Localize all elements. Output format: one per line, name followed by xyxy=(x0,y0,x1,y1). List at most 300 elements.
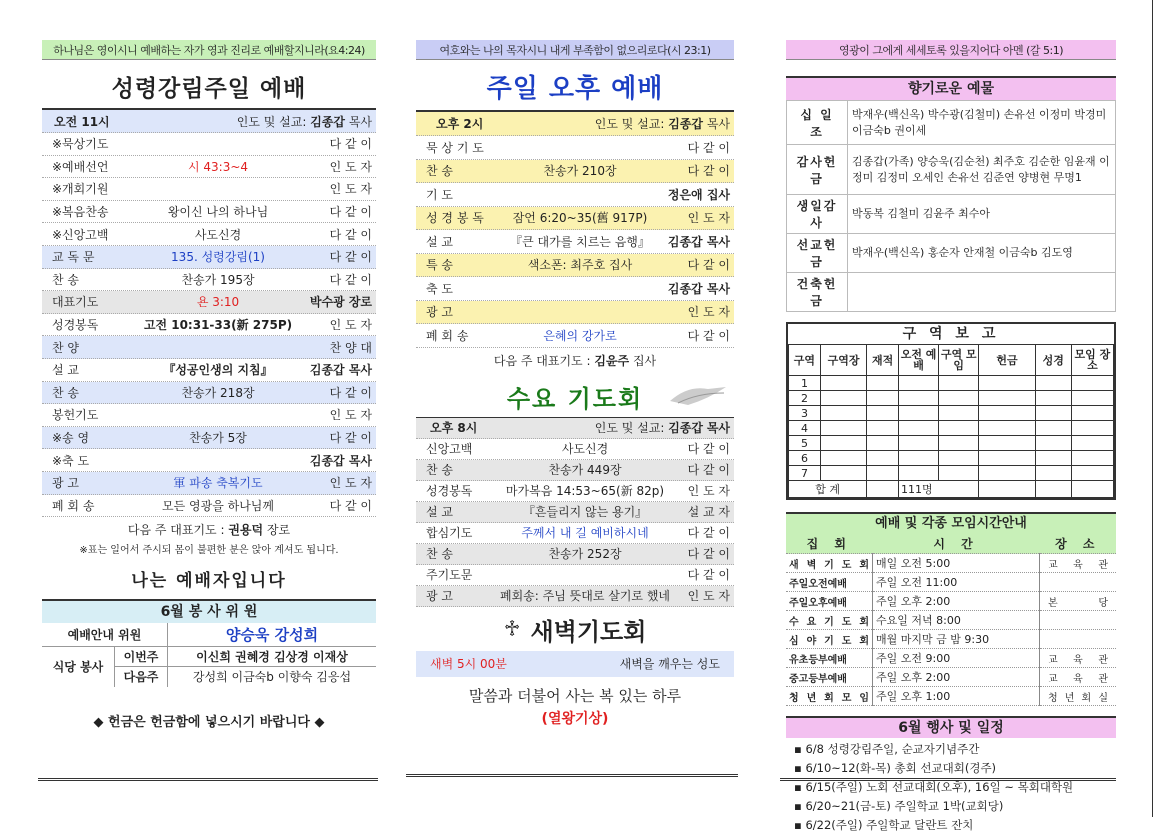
order-row xyxy=(416,544,734,565)
area-number: 7 xyxy=(789,466,821,481)
area-cell xyxy=(979,466,1036,481)
page-edge xyxy=(1152,0,1153,817)
schedule-row xyxy=(786,668,1116,687)
order-item: 특 송 xyxy=(426,258,453,273)
verse-banner: 영광이 그에게 세세토록 있을지어다 아멘 (갈 5:1) xyxy=(786,40,1116,60)
order-item: 신앙고백 xyxy=(426,442,473,456)
schedule-time: 주일 오전 9:00 xyxy=(873,649,1040,668)
schedule-meeting: 주일오후예배 xyxy=(786,592,873,611)
order-person: 인 도 자 xyxy=(687,211,730,226)
order-person: 다 같 이 xyxy=(329,498,372,513)
order-item: ※개회기원 xyxy=(52,182,109,197)
verse-banner: 여호와는 나의 목자시니 내게 부족함이 없으리로다(시 23:1) xyxy=(416,40,734,60)
column-morning-service xyxy=(42,40,376,730)
area-cell xyxy=(979,391,1036,406)
area-cell xyxy=(820,436,866,451)
order-content: 폐회송: 주님 뜻대로 살기로 했네 xyxy=(500,589,670,603)
order-person: 인 도 자 xyxy=(687,589,730,603)
order-row xyxy=(416,586,734,607)
area-cell xyxy=(1035,466,1071,481)
area-cell xyxy=(1035,421,1071,436)
order-row xyxy=(416,136,734,160)
schedule-meeting: 유초등부예배 xyxy=(786,649,873,668)
order-item: 설 교 xyxy=(426,234,453,249)
area-cell xyxy=(1035,391,1071,406)
order-person: 다 같 이 xyxy=(687,442,730,456)
offering-names: 박재우(백신옥) 박수광(김철미) 손유선 이정미 박경미 이금숙b 권이세 xyxy=(848,101,1116,145)
order-item: ※묵상기도 xyxy=(52,137,109,152)
order-item: 찬 송 xyxy=(426,164,453,179)
service-committee-title: 6월 봉 사 위 원 xyxy=(42,601,376,623)
order-row xyxy=(42,291,376,314)
area-header-row xyxy=(789,345,1114,376)
order-person: 다 같 이 xyxy=(687,547,730,561)
event-item: ▪ 6/20~21(금-토) 주일학교 1박(교회당) xyxy=(794,799,1004,813)
order-row xyxy=(42,246,376,269)
order-content: 색소폰: 최주호 집사 xyxy=(527,258,633,273)
area-header-cell: 구역장 xyxy=(820,345,866,376)
offering-row xyxy=(787,273,1116,312)
order-item: 대표기도 xyxy=(52,295,99,310)
area-total-row xyxy=(789,481,1114,498)
area-cell xyxy=(820,376,866,391)
area-cell xyxy=(899,466,939,481)
afternoon-order xyxy=(416,136,734,348)
order-content: 사도신경 xyxy=(194,227,242,242)
area-number: 6 xyxy=(789,451,821,466)
order-row xyxy=(416,565,734,586)
area-cell xyxy=(899,436,939,451)
area-cell xyxy=(979,421,1036,436)
order-content: 135. 성령강림(1) xyxy=(171,250,265,265)
service-header: 오전 11시 인도 및 설교: 김종갑 목사 xyxy=(42,110,376,133)
schedule-meeting: 청 년 회 모 임 xyxy=(786,687,873,706)
area-cell xyxy=(1071,376,1113,391)
schedule-row xyxy=(786,630,1116,649)
order-person: 인 도 자 xyxy=(329,182,372,197)
order-item: ※축 도 xyxy=(52,453,90,468)
area-cell xyxy=(939,436,979,451)
order-content: 찬송가 210장 xyxy=(543,164,617,179)
order-content: 고전 10:31-33(新 275P) xyxy=(143,318,293,333)
area-header-cell: 구역 모임 xyxy=(939,345,979,376)
schedule-row xyxy=(786,687,1116,706)
order-person: 김종갑 목사 xyxy=(667,281,730,296)
area-number: 3 xyxy=(789,406,821,421)
order-content: 욘 3:10 xyxy=(196,295,240,310)
order-of-worship xyxy=(42,133,376,517)
schedule-time: 매일 오전 5:00 xyxy=(873,554,1040,573)
area-total-value: 111명 xyxy=(899,481,979,498)
area-cell xyxy=(939,391,979,406)
area-cell xyxy=(979,376,1036,391)
area-cell xyxy=(979,451,1036,466)
area-row xyxy=(789,436,1114,451)
order-row xyxy=(42,178,376,201)
area-cell xyxy=(1035,436,1071,451)
standing-note: ※표는 일어서 주시되 몸이 불편한 분은 앉아 계셔도 됩니다. xyxy=(79,545,339,557)
order-item: 광 고 xyxy=(426,589,453,603)
order-row xyxy=(42,359,376,382)
wednesday-order xyxy=(416,439,734,607)
order-item: 찬 송 xyxy=(52,272,79,287)
order-row xyxy=(42,495,376,518)
order-person: 인 도 자 xyxy=(329,318,372,333)
order-person: 인 도 자 xyxy=(687,484,730,498)
area-header-cell: 헌금 xyxy=(979,345,1036,376)
area-cell xyxy=(867,451,899,466)
bottom-rule xyxy=(406,774,738,777)
area-cell xyxy=(867,376,899,391)
event-item: ▪ 6/8 성령강림주일, 순교자기념주간 xyxy=(794,742,980,756)
area-cell xyxy=(1071,421,1113,436)
order-content: 찬송가 449장 xyxy=(548,463,622,477)
praying-hands-icon xyxy=(668,381,728,409)
order-person: 다 같 이 xyxy=(687,328,730,343)
area-report xyxy=(786,322,1116,500)
order-content: 軍 파송 축복기도 xyxy=(173,476,263,491)
order-row xyxy=(42,427,376,450)
order-person: 인 도 자 xyxy=(329,159,372,174)
order-row xyxy=(42,404,376,427)
order-row xyxy=(416,439,734,460)
dawn-book: (열왕기상) xyxy=(541,710,609,727)
order-row xyxy=(42,156,376,179)
area-cell xyxy=(867,421,899,436)
order-person: 다 같 이 xyxy=(687,164,730,179)
order-item: 합심기도 xyxy=(426,526,473,540)
schedule-row xyxy=(786,554,1116,573)
area-total-label: 합 계 xyxy=(789,481,867,498)
area-header-cell: 재적 xyxy=(867,345,899,376)
order-item: 성경봉독 xyxy=(426,484,473,498)
order-row xyxy=(416,481,734,502)
order-item: 설 교 xyxy=(52,363,79,378)
order-person: 김종갑 목사 xyxy=(667,234,730,249)
order-row xyxy=(416,160,734,184)
order-row xyxy=(416,523,734,544)
order-row xyxy=(416,324,734,348)
offering-names: 김종갑(가족) 양승욱(김순천) 최주호 김순한 임윤재 이정미 김정미 오세인 손유선 김준연 양병현 무명1 xyxy=(848,145,1116,195)
order-row xyxy=(42,449,376,472)
slogan: 나는 예배자입니다 xyxy=(131,571,287,592)
order-item: 성 경 봉 독 xyxy=(426,211,484,226)
schedule-place: 교 육 관 xyxy=(1040,649,1117,668)
order-row xyxy=(416,277,734,301)
order-person: 다 같 이 xyxy=(329,272,372,287)
area-cell xyxy=(899,451,939,466)
schedule-time: 주일 오전 11:00 xyxy=(873,573,1040,592)
offering-row xyxy=(787,101,1116,145)
afternoon-next-leader: 다음 주 대표기도 : 김윤주 집사 xyxy=(493,353,657,368)
order-item: 광 고 xyxy=(52,476,79,491)
area-row xyxy=(789,421,1114,436)
schedule-row xyxy=(786,592,1116,611)
area-number: 2 xyxy=(789,391,821,406)
area-cell xyxy=(867,481,899,498)
offering-names: 박재우(백신옥) 홍순자 안재철 이금숙b 김도영 xyxy=(848,234,1116,273)
area-cell xyxy=(1071,436,1113,451)
order-item: 기 도 xyxy=(426,187,453,202)
order-content: 찬송가 218장 xyxy=(181,385,255,400)
order-row xyxy=(42,269,376,292)
order-content: 모든 영광을 하나님께 xyxy=(162,498,274,513)
service-committee-table: 예배안내 위원 양승욱 강성희 식당 봉사 이번주 이신희 권혜경 김상경 이재상 다음주 강성희 이금숙b 이향숙 김응섭 xyxy=(42,623,376,687)
schedule-row xyxy=(786,611,1116,630)
order-row xyxy=(416,207,734,231)
area-row xyxy=(789,466,1114,481)
order-person: 정은애 집사 xyxy=(667,187,730,202)
order-content: 사도신경 xyxy=(561,442,609,456)
next-week-leader: 다음 주 대표기도 : 권용덕 장로 xyxy=(127,523,291,538)
order-item: 성경봉독 xyxy=(52,318,99,333)
dawn-title-row xyxy=(416,613,734,647)
order-row xyxy=(42,472,376,495)
schedule-time: 주일 오후 1:00 xyxy=(873,687,1040,706)
area-cell xyxy=(867,436,899,451)
area-cell xyxy=(979,406,1036,421)
order-row xyxy=(416,254,734,278)
area-cell xyxy=(899,406,939,421)
order-item: 폐 회 송 xyxy=(426,328,469,343)
event-item: ▪ 6/15(주일) 노회 선교대회(오후), 16일 ~ 목회대학원 xyxy=(794,780,1074,794)
area-cell xyxy=(899,391,939,406)
area-cell xyxy=(867,391,899,406)
bottom-rule xyxy=(780,778,1116,781)
schedule-meeting: 심 야 기 도 회 xyxy=(786,630,873,649)
order-person: 찬 양 대 xyxy=(329,340,372,355)
order-item: 찬 송 xyxy=(426,547,453,561)
order-row xyxy=(42,336,376,359)
schedule-header-row xyxy=(786,534,1116,554)
order-content: 찬송가 5장 xyxy=(189,431,247,446)
order-row xyxy=(416,460,734,481)
offering-row xyxy=(787,145,1116,195)
order-person: 김종갑 목사 xyxy=(309,453,372,468)
area-cell xyxy=(820,421,866,436)
area-cell xyxy=(867,406,899,421)
wednesday-title: 수요 기도회 xyxy=(506,384,644,413)
order-person: 다 같 이 xyxy=(329,205,372,220)
offering-type: 감사헌금 xyxy=(787,145,848,195)
schedule-title: 예배 및 각종 모임시간안내 xyxy=(786,514,1116,534)
order-content: 『큰 대가를 치르는 음행』 xyxy=(510,234,650,249)
order-item: 찬 송 xyxy=(52,385,79,400)
order-row xyxy=(416,183,734,207)
area-row xyxy=(789,391,1114,406)
offering-note: ◆ 헌금은 헌금함에 넣으시기 바랍니다 ◆ xyxy=(93,714,325,730)
area-cell xyxy=(1071,466,1113,481)
order-item: 묵 상 기 도 xyxy=(426,140,484,155)
order-row xyxy=(42,133,376,156)
order-content: 주께서 내 길 예비하시네 xyxy=(521,526,649,540)
schedule-place: 본 당 xyxy=(1040,592,1117,611)
area-cell xyxy=(939,466,979,481)
order-item: 광 고 xyxy=(426,305,453,320)
offering-names xyxy=(848,273,1116,312)
order-item: ※송 영 xyxy=(52,431,90,446)
area-row xyxy=(789,451,1114,466)
column-offerings xyxy=(786,40,1116,833)
order-person: 인 도 자 xyxy=(329,476,372,491)
cross-icon: ♱ xyxy=(503,617,521,642)
area-cell xyxy=(867,466,899,481)
events-list xyxy=(786,741,1116,833)
order-item: ※신앙고백 xyxy=(52,227,109,242)
schedule-place: 청 년 회 실 xyxy=(1040,687,1117,706)
offering-type: 십 일 조 xyxy=(787,101,848,145)
schedule-place xyxy=(1040,630,1117,649)
order-person: 김종갑 목사 xyxy=(309,363,372,378)
area-header-cell: 구역 xyxy=(789,345,821,376)
order-person: 다 같 이 xyxy=(329,137,372,152)
order-content: 『흔들리지 않는 용기』 xyxy=(522,505,648,519)
schedule-meeting: 중고등부예배 xyxy=(786,668,873,687)
order-person: 인 도 자 xyxy=(687,305,730,320)
order-person: 다 같 이 xyxy=(329,431,372,446)
area-cell xyxy=(979,436,1036,451)
schedule-header-cell: 시 간 xyxy=(873,534,1040,554)
area-report-title: 구 역 보 고 xyxy=(902,326,1000,342)
order-item: 축 도 xyxy=(426,281,453,296)
order-person: 설 교 자 xyxy=(687,505,730,519)
area-number: 4 xyxy=(789,421,821,436)
order-content: 마가복음 14:53~65(新 82p) xyxy=(505,484,665,498)
order-item: 설 교 xyxy=(426,505,453,519)
schedule-place: 교 육 관 xyxy=(1040,554,1117,573)
area-cell xyxy=(1035,406,1071,421)
offering-names: 박동복 김철미 김윤주 최수아 xyxy=(848,195,1116,234)
schedule-header-cell: 장 소 xyxy=(1040,534,1117,554)
area-report-table xyxy=(788,344,1114,498)
order-row xyxy=(42,382,376,405)
area-cell xyxy=(820,451,866,466)
schedule-row xyxy=(786,649,1116,668)
schedule-row xyxy=(786,573,1116,592)
offering-type: 생일감사 xyxy=(787,195,848,234)
order-item: 교 독 문 xyxy=(52,250,95,265)
bottom-rule xyxy=(38,778,378,781)
event-item: ▪ 6/22(주일) 주일학교 달란트 잔치 xyxy=(794,818,974,832)
area-row xyxy=(789,376,1114,391)
events-title: 6월 행사 및 일정 xyxy=(786,718,1116,738)
order-row xyxy=(416,301,734,325)
area-cell xyxy=(899,421,939,436)
area-cell xyxy=(1071,391,1113,406)
area-cell xyxy=(1035,376,1071,391)
order-content: 왕이신 나의 하나님 xyxy=(167,205,269,220)
schedule-meeting: 새 벽 기 도 회 xyxy=(786,554,873,573)
offering-row xyxy=(787,195,1116,234)
area-cell xyxy=(939,376,979,391)
area-number: 1 xyxy=(789,376,821,391)
order-item: ※복음찬송 xyxy=(52,205,109,220)
order-person: 다 같 이 xyxy=(687,258,730,273)
area-cell xyxy=(1035,451,1071,466)
offering-type: 건축헌금 xyxy=(787,273,848,312)
area-cell xyxy=(939,451,979,466)
verse-banner: 하나님은 영이시니 예배하는 자가 영과 진리로 예배할지니라(요4:24) xyxy=(42,40,376,60)
area-header-cell: 성경 xyxy=(1035,345,1071,376)
area-header-cell: 오전 예배 xyxy=(899,345,939,376)
area-header-cell: 모임 장소 xyxy=(1071,345,1113,376)
offerings-title: 향기로운 예물 xyxy=(786,78,1116,100)
order-item: ※예배선언 xyxy=(52,159,109,174)
afternoon-title: 주일 오후 예배 xyxy=(486,74,664,104)
order-content: 찬송가 195장 xyxy=(181,272,255,287)
schedule-meeting: 수 요 기 도 회 xyxy=(786,611,873,630)
order-row xyxy=(42,223,376,246)
order-row xyxy=(416,230,734,254)
order-person: 인 도 자 xyxy=(329,408,372,423)
area-cell xyxy=(820,391,866,406)
area-cell xyxy=(939,421,979,436)
order-row xyxy=(42,314,376,337)
order-content: 찬송가 252장 xyxy=(548,547,622,561)
order-person: 박수광 장로 xyxy=(309,295,372,310)
afternoon-header: 오후 2시 인도 및 설교: 김종갑 목사 xyxy=(416,112,734,136)
schedule-header-cell: 집 회 xyxy=(786,534,873,554)
schedule-table xyxy=(786,534,1116,706)
order-item: 주기도문 xyxy=(426,568,473,582)
schedule-time: 주일 오후 2:00 xyxy=(873,592,1040,611)
order-content: 시 43:3~4 xyxy=(187,159,249,174)
offering-row xyxy=(787,234,1116,273)
order-person: 다 같 이 xyxy=(329,227,372,242)
order-person: 다 같 이 xyxy=(687,140,730,155)
schedule-place xyxy=(1040,573,1117,592)
area-number: 5 xyxy=(789,436,821,451)
schedule-time: 수요일 저녁 8:00 xyxy=(873,611,1040,630)
area-cell xyxy=(1071,481,1113,498)
area-cell xyxy=(1071,406,1113,421)
offerings-table xyxy=(786,100,1116,312)
order-content: 은혜의 강가로 xyxy=(543,328,617,343)
area-row xyxy=(789,406,1114,421)
dawn-info: 새벽 5시 00분 새벽을 깨우는 성도 xyxy=(416,651,734,677)
order-item: 찬 송 xyxy=(426,463,453,477)
order-person: 다 같 이 xyxy=(687,526,730,540)
dawn-verse: 말씀과 더불어 사는 복 있는 하루 xyxy=(468,686,682,705)
order-row xyxy=(416,502,734,523)
offering-type: 선교헌금 xyxy=(787,234,848,273)
area-cell xyxy=(939,406,979,421)
area-cell xyxy=(820,406,866,421)
order-item: 폐 회 송 xyxy=(52,498,95,513)
area-cell xyxy=(820,466,866,481)
order-person: 다 같 이 xyxy=(329,250,372,265)
order-item: 찬 양 xyxy=(52,340,79,355)
schedule-time: 주일 오후 2:00 xyxy=(873,668,1040,687)
order-content: 『성공인생의 지침』 xyxy=(163,363,273,378)
order-item: 봉헌기도 xyxy=(52,408,99,423)
page-title: 성령강림주일 예배 xyxy=(111,76,307,102)
area-cell xyxy=(1035,481,1071,498)
order-row xyxy=(42,201,376,224)
event-item: ▪ 6/10~12(화-목) 총회 선교대회(경주) xyxy=(794,761,997,775)
schedule-place: 교 육 관 xyxy=(1040,668,1117,687)
order-person: 다 같 이 xyxy=(687,568,730,582)
schedule-time: 매월 마지막 금 밤 9:30 xyxy=(873,630,1040,649)
schedule-place xyxy=(1040,611,1117,630)
area-cell xyxy=(1071,451,1113,466)
wednesday-header: 오후 8시 인도 및 설교: 김종갑 목사 xyxy=(416,417,734,439)
dawn-title: 새벽기도회 xyxy=(530,618,647,646)
order-person: 다 같 이 xyxy=(329,385,372,400)
order-person: 다 같 이 xyxy=(687,463,730,477)
area-cell xyxy=(899,376,939,391)
area-cell xyxy=(979,481,1036,498)
